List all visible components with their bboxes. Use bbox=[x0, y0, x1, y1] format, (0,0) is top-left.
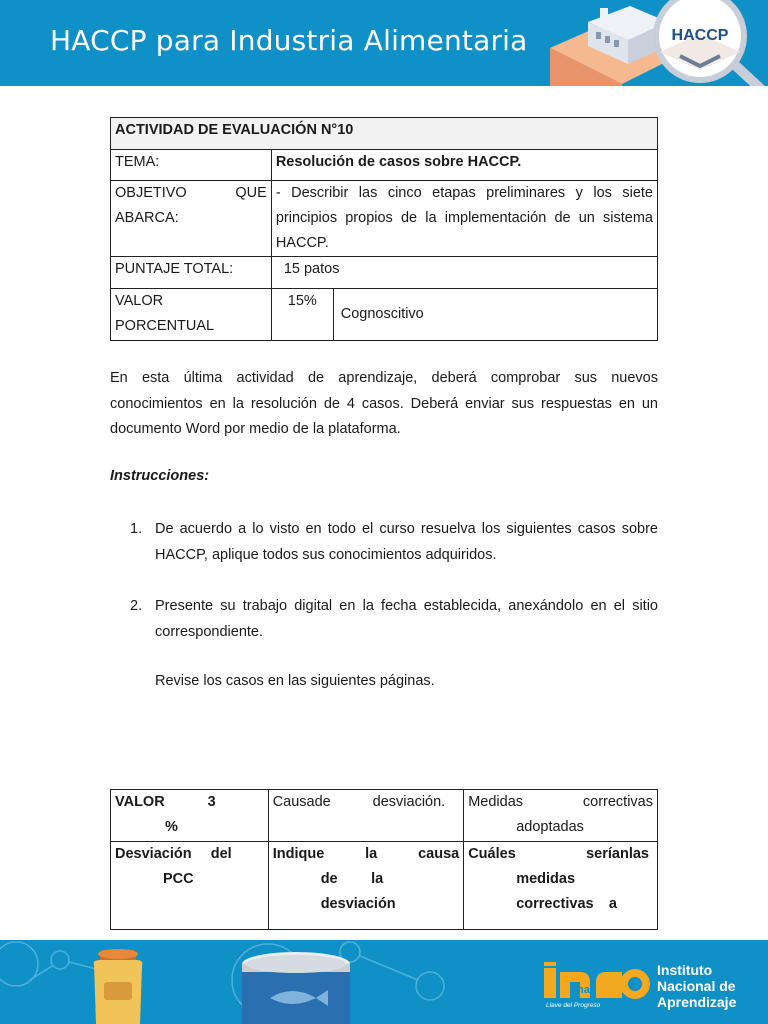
valor-percent: 15% bbox=[271, 289, 333, 341]
puntaje-value: 15 patos bbox=[271, 257, 657, 289]
objetivo-value: - Describir las cinco etapas preliminares y los siete principios propios de la implementación de un sistema HACCP. bbox=[271, 181, 657, 257]
causa-header bbox=[268, 790, 464, 842]
cuales-cell bbox=[464, 842, 658, 930]
objetivo-label-c: ABARCA: bbox=[115, 210, 179, 226]
medidas-word: medidas bbox=[516, 871, 576, 887]
la-word: la bbox=[365, 846, 378, 862]
institution-name bbox=[657, 962, 736, 1010]
intro-paragraph: En esta última actividad de aprendizaje, deberá comprobar sus nuevos conocimientos en la resolución de 4 casos. Deberá enviar sus respuestas en un documento Word por medio de la plataforma. bbox=[110, 370, 658, 437]
instruction-item-1 bbox=[130, 517, 658, 568]
instruction-text: Presente su trabajo digital en la fecha establecida, anexándolo en el sitio correspondiente. bbox=[155, 598, 658, 640]
food-illustration bbox=[0, 940, 520, 1024]
objetivo-label-a: OBJETIVO bbox=[115, 185, 187, 201]
desviacion-cell bbox=[111, 842, 269, 930]
tema-value: Resolución de casos sobre HACCP. bbox=[271, 150, 657, 181]
desviacion-word: desviación bbox=[320, 896, 396, 912]
cuales-word: Cuáles bbox=[468, 846, 516, 862]
instructions-heading: Instrucciones: bbox=[110, 468, 210, 484]
valor-type: Cognoscitivo bbox=[333, 289, 657, 341]
causa-word: Causade bbox=[272, 794, 331, 810]
adoptadas-word: adoptadas bbox=[516, 819, 584, 835]
valor-number: 3 bbox=[207, 794, 216, 810]
valor-cell bbox=[111, 790, 269, 842]
puntaje-label: PUNTAJE TOTAL: bbox=[111, 257, 272, 289]
medidas-word: Medidas bbox=[468, 794, 524, 810]
activity-heading: ACTIVIDAD DE EVALUACIÓN N°10 bbox=[111, 118, 658, 150]
indique-cell bbox=[268, 842, 464, 930]
activity-table bbox=[110, 117, 658, 341]
de-word: de bbox=[320, 871, 338, 887]
institution-line-3: Aprendizaje bbox=[657, 994, 737, 1010]
serianlas-word: seríanlas bbox=[586, 846, 649, 862]
instruction-number: 1. bbox=[130, 521, 143, 537]
del-label: del bbox=[210, 846, 232, 862]
valor-label bbox=[111, 289, 272, 341]
haccp-badge: HACCP bbox=[671, 27, 729, 44]
institution-line-1: Instituto bbox=[657, 962, 713, 978]
logo-tagline: Llave del Progreso bbox=[546, 1002, 601, 1009]
desviacion-word: desviación. bbox=[372, 794, 446, 810]
a-word: a bbox=[608, 896, 617, 912]
instruction-text: De acuerdo a lo visto en todo el curso resuelva los siguientes casos sobre HACCP, aplique todos sus conocimientos adquiridos. bbox=[155, 521, 658, 563]
medidas-header bbox=[464, 790, 658, 842]
desviacion-label: Desviación bbox=[115, 846, 192, 862]
valor-label-a: VALOR bbox=[115, 293, 164, 309]
instruction-item-2 bbox=[130, 594, 658, 645]
correctivas-word: correctivas bbox=[582, 794, 653, 810]
correctivas-word: correctivas bbox=[516, 896, 594, 912]
objetivo-label bbox=[111, 181, 272, 257]
la-word: la bbox=[371, 871, 384, 887]
valor-label-b: PORCENTUAL bbox=[115, 318, 215, 334]
indique-word: Indique bbox=[272, 846, 325, 862]
page-header bbox=[0, 0, 768, 86]
institution-line-2: Nacional de bbox=[657, 978, 736, 994]
instruction-number: 2. bbox=[130, 598, 143, 614]
valor-word: VALOR bbox=[115, 794, 165, 810]
value-table bbox=[110, 789, 658, 930]
logo-word: ina bbox=[574, 984, 590, 996]
tema-label: TEMA: bbox=[111, 150, 272, 181]
ina-logo-icon bbox=[544, 962, 652, 1002]
cases-note: Revise los casos en las siguientes páginas. bbox=[155, 673, 435, 689]
haccp-illustration bbox=[540, 0, 768, 86]
pcc-label: PCC bbox=[163, 871, 194, 887]
header-title: HACCP para Industria Alimentaria bbox=[50, 24, 528, 57]
page-footer bbox=[0, 940, 768, 1024]
objetivo-label-b: QUE bbox=[235, 185, 267, 201]
causa-word: causa bbox=[418, 846, 460, 862]
valor-percent-sign: % bbox=[165, 819, 178, 835]
